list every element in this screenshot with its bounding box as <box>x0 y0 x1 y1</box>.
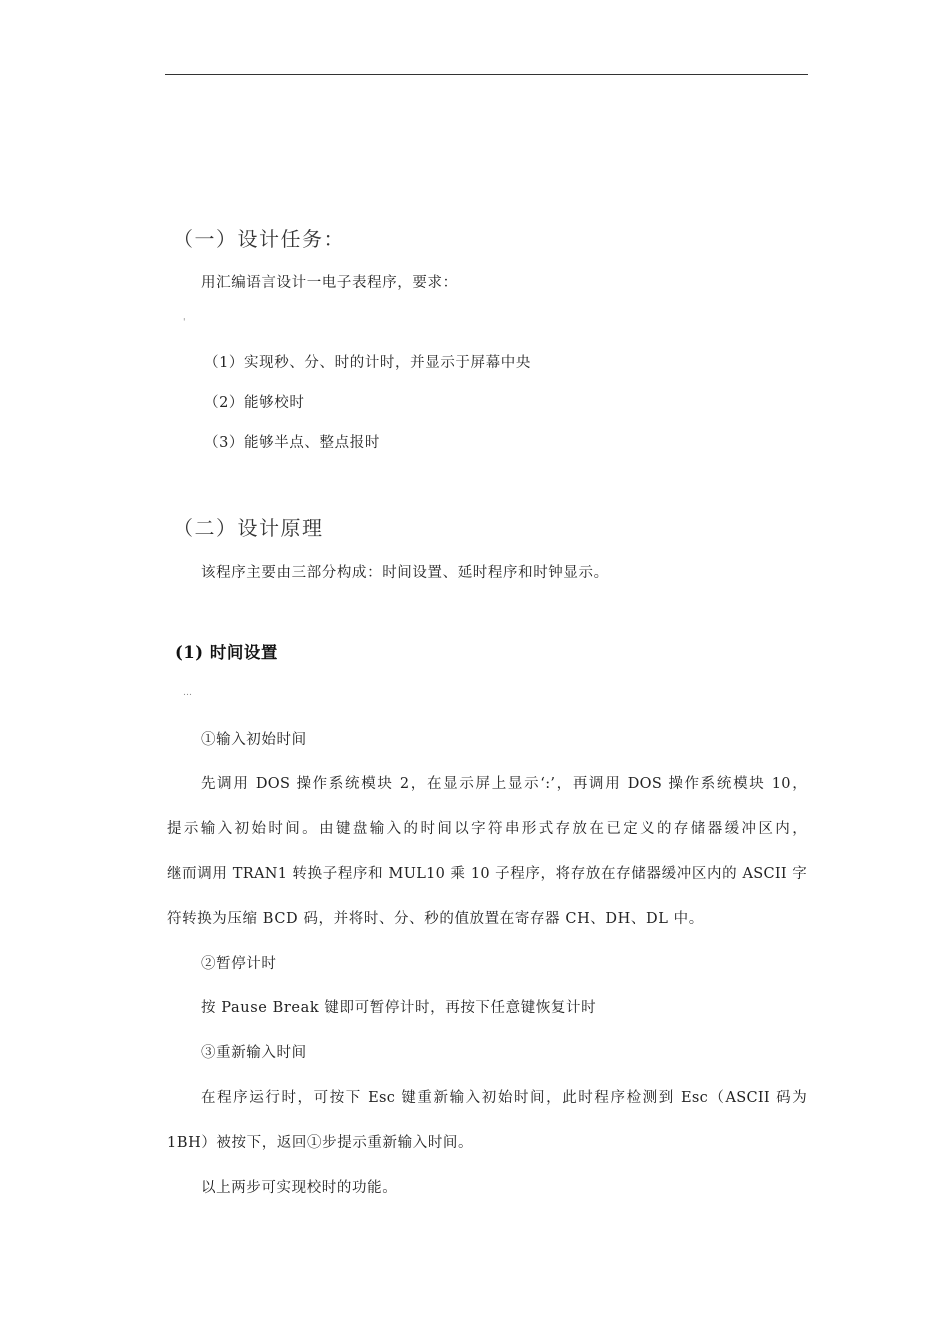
item-title-reenter-time: ③重新输入时间 <box>201 1045 307 1061</box>
stray-ellipsis: … <box>183 688 193 698</box>
task-intro: 用汇编语言设计一电子表程序，要求： <box>201 275 458 291</box>
subsection-heading-time-setting: (1) 时间设置 <box>175 643 278 662</box>
item3-paragraph-line-2: 1BH）被按下，返回①步提示重新输入时间。 <box>167 1135 474 1151</box>
section-heading-design-task: （一）设计任务： <box>173 227 345 251</box>
requirement-1: （1）实现秒、分、时的计时，并显示于屏幕中央 <box>204 355 531 371</box>
requirement-3: （3）能够半点、整点报时 <box>204 435 380 451</box>
conclusion-paragraph: 以上两步可实现校时的功能。 <box>201 1180 398 1196</box>
item1-paragraph-line-1: 先调用 DOS 操作系统模块 2，在显示屏上显示‘:’，再调用 DOS 操作系统模块 10， <box>201 776 807 792</box>
stray-mark: ' <box>183 318 187 328</box>
header-rule <box>165 74 808 75</box>
item-title-pause-timing: ②暂停计时 <box>201 956 277 972</box>
item1-paragraph-line-4: 符转换为压缩 BCD 码，并将时、分、秒的值放置在寄存器 CH、DH、DL 中。 <box>167 911 704 927</box>
section-heading-design-principle: （二）设计原理 <box>173 516 324 540</box>
principle-intro: 该程序主要由三部分构成：时间设置、延时程序和时钟显示。 <box>201 565 609 581</box>
item1-paragraph-line-2: 提示输入初始时间。由键盘输入的时间以字符串形式存放在已定义的存储器缓冲区内， <box>167 821 807 837</box>
item3-paragraph-line-1: 在程序运行时，可按下 Esc 键重新输入初始时间，此时程序检测到 Esc（ASCII 码为 <box>201 1090 807 1106</box>
item1-paragraph-line-3: 继而调用 TRAN1 转换子程序和 MUL10 乘 10 子程序，将存放在存储器缓冲区内的 ASCII 字 <box>167 866 807 882</box>
requirement-2: （2）能够校时 <box>204 395 305 411</box>
item-title-input-initial-time: ①输入初始时间 <box>201 732 307 748</box>
item2-paragraph: 按 Pause Break 键即可暂停计时，再按下任意键恢复计时 <box>201 1000 597 1016</box>
